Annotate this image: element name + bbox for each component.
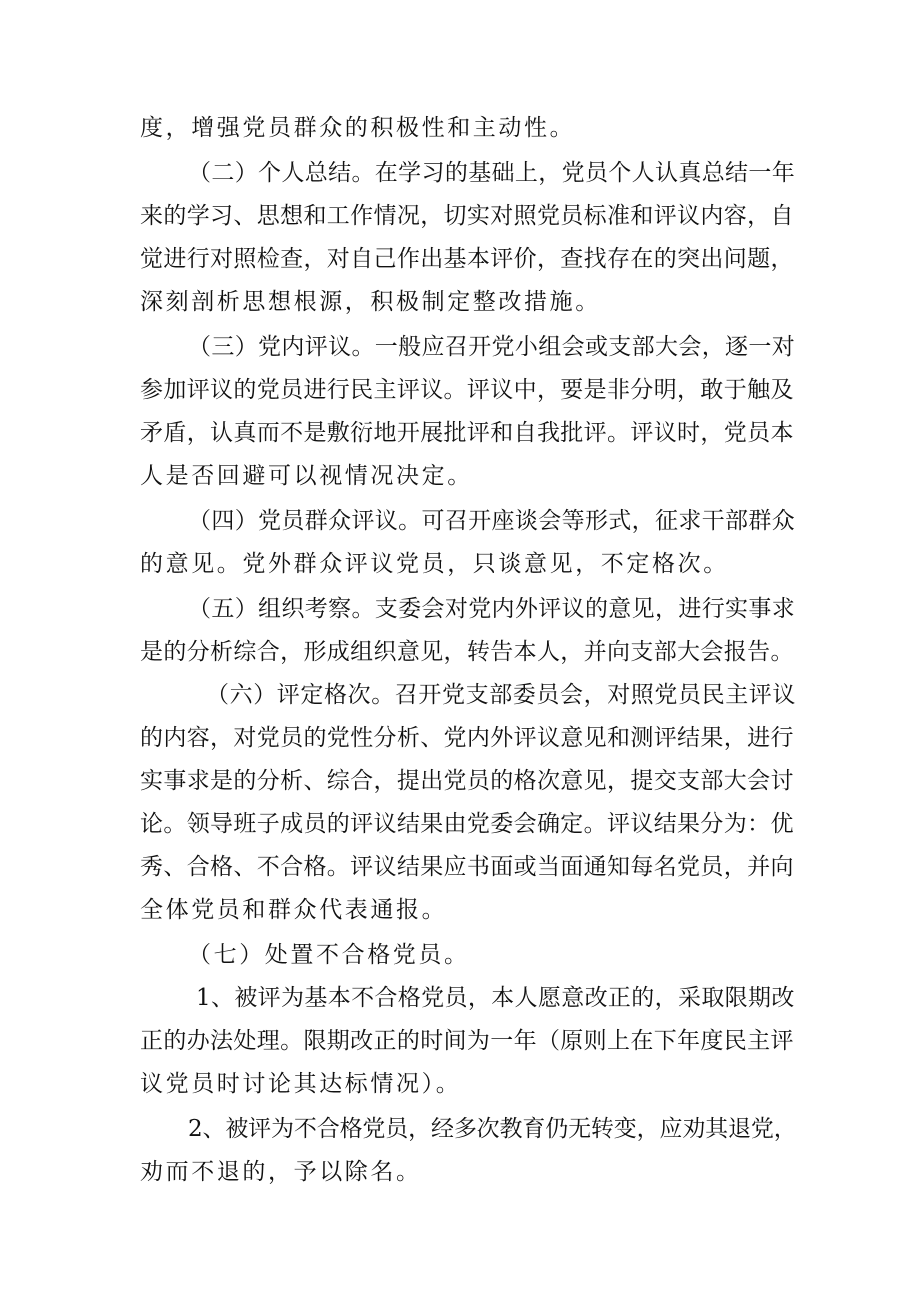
paragraph-5-heading-line: （五）组织考察。支委会对党内外评议的意见，进行实事求: [188, 596, 796, 622]
text-line: 的意见。党外群众评议党员，只谈意见，不定格次。: [140, 551, 729, 577]
text-line: 深刻剖析思想根源，积极制定整改措施。: [140, 289, 601, 315]
item-2-line: 2、被评为不合格党员，经多次教育仍无转变，应劝其退党，: [188, 1116, 797, 1142]
item-1-line: 1、被评为基本不合格党员，本人愿意改正的，采取限期改: [196, 985, 795, 1011]
text-line: 的内容，对党员的党性分析、党内外评议意见和测评结果，进行: [140, 725, 794, 751]
text-line: 人是否回避可以视情况决定。: [140, 463, 473, 489]
text-line: 劝而不退的，予以除名。: [140, 1159, 422, 1185]
text-line: 秀、合格、不合格。评议结果应书面或当面通知每名党员，并向: [140, 854, 794, 880]
text-line: 全体党员和群众代表通报。: [140, 897, 448, 923]
paragraph-4-heading-line: （四）党员群众评议。可召开座谈会等形式，征求干部群众: [188, 508, 796, 534]
text-line: 正的办法处理。限期改正的时间为一年（原则上在下年度民主评: [140, 1028, 794, 1054]
text-line: 议党员时讨论其达标情况）。: [140, 1071, 462, 1097]
text-line: 论。领导班子成员的评议结果由党委会确定。评议结果分为：优: [140, 811, 794, 837]
text-line: 参加评议的党员进行民主评议。评议中，要是非分明，敢于触及: [140, 377, 794, 403]
text-line: 矛盾，认真而不是敷衍地开展批评和自我批评。评议时，党员本: [140, 420, 794, 446]
text-line: 度，增强党员群众的积极性和主动性。: [140, 115, 576, 141]
text-line: 来的学习、思想和工作情况，切实对照党员标准和评议内容，自: [140, 203, 794, 229]
text-line: 实事求是的分析、综合，提出党员的格次意见，提交支部大会讨: [140, 768, 794, 794]
paragraph-3-heading-line: （三）党内评议。一般应召开党小组会或支部大会，逐一对: [188, 334, 796, 360]
paragraph-6-heading-line: （六）评定格次。召开党支部委员会，对照党员民主评议: [206, 682, 796, 708]
paragraph-7-heading-line: （七）处置不合格党员。: [188, 942, 470, 968]
paragraph-2-heading-line: （二）个人总结。在学习的基础上，党员个人认真总结一年: [188, 160, 796, 186]
text-line: 觉进行对照检查，对自己作出基本评价，查找存在的突出问题，: [140, 246, 794, 272]
text-line: 是的分析综合，形成组织意见，转告本人，并向支部大会报告。: [140, 639, 794, 665]
